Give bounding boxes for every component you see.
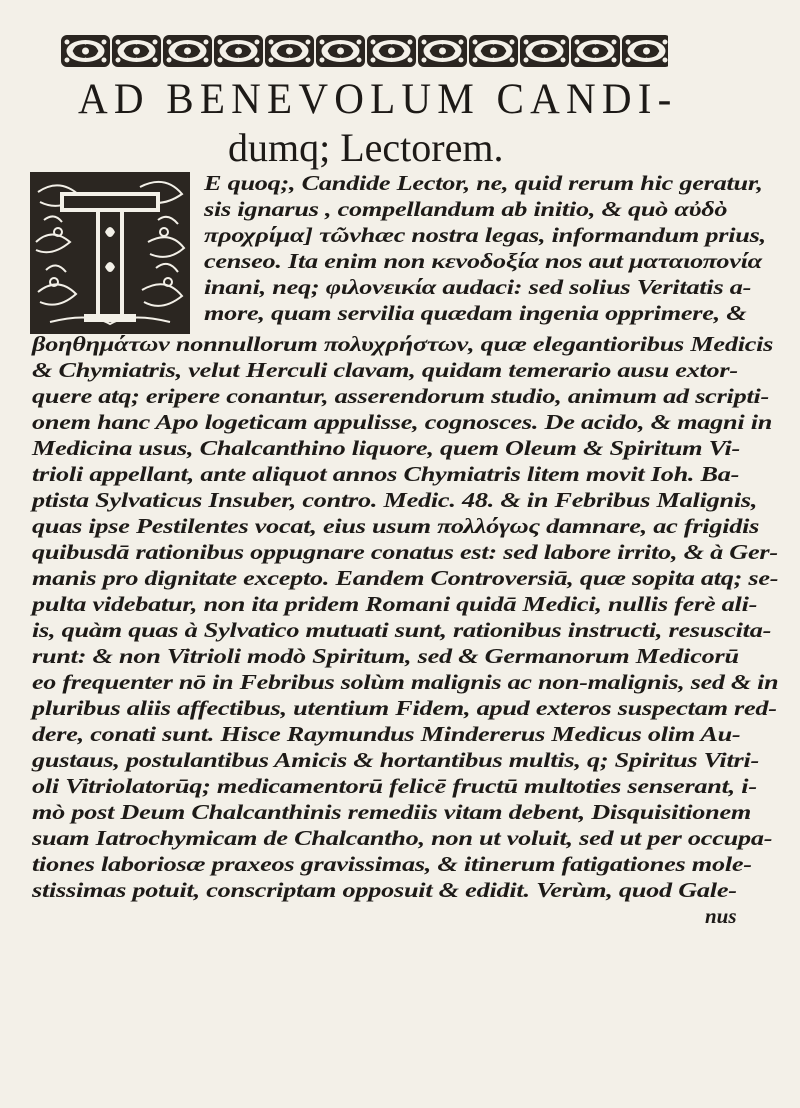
text-line: more, quam servilia quædam ingenia opprimere, & bbox=[204, 301, 747, 325]
text-line: trioli appellant, ante aliquot annos Chymiatris litem movit Ioh. Ba- bbox=[32, 462, 740, 486]
text-line: pluribus aliis affectibus, utentium Fidem, apud exteros suspectam red- bbox=[32, 696, 777, 720]
text-line: runt: & non Vitrioli modò Spiritum, sed & Germanorum Medicorū bbox=[32, 644, 739, 668]
page-heading: AD BENEVOLUM CANDI- bbox=[78, 76, 678, 123]
text-line: quibusdā rationibus oppugnare conatus est: sed labore irrito, & à Ger- bbox=[32, 540, 778, 564]
text-line: sis ignarus , compellandum ab initio, & quò αὐδὸ bbox=[204, 197, 728, 221]
text-line: censeo. Ita enim non κενοδοξία nos aut ματαιοπονία bbox=[204, 249, 762, 273]
text-line: suam Iatrochymicam de Chalcantho, non ut voluit, sed ut per occupa- bbox=[32, 826, 773, 850]
text-line: gustaus, postulantibus Amicis & hortantibus multis, q; Spiritus Vitri- bbox=[32, 748, 760, 772]
text-line: E quoq;, Candide Lector, ne, quid rerum hic geratur, bbox=[204, 171, 763, 195]
text-line: inani, neq; φιλονεικία audaci: sed solius Veritatis a- bbox=[204, 275, 752, 299]
text-line: stissimas potuit, conscriptam opposuit & edidit. Verùm, quod Gale- bbox=[32, 878, 737, 902]
text-line: tiones laboriosæ praxeos gravissimas, & itinerum fatigationes mole- bbox=[32, 852, 752, 876]
text-line: eo frequenter nō in Febribus solùm malignis ac non-malignis, sed & in bbox=[32, 670, 779, 694]
text-line: Medicina usus, Chalcanthino liquore, quem Oleum & Spiritum Vi- bbox=[32, 436, 741, 460]
text-line: onem hanc Apo logeticam appulisse, cognosces. De acido, & magni in bbox=[32, 410, 773, 434]
text-line: pulta videbatur, non ita pridem Romani quidā Medici, nullis ferè ali- bbox=[32, 592, 758, 616]
text-line: oli Vitriolatorūq; medicamentorū felicē fructū multoties senserant, i- bbox=[32, 774, 757, 798]
text-line: ptista Sylvaticus Insuber, contro. Medic. 48. & in Febribus Malignis, bbox=[32, 488, 758, 512]
text-line: dere, conati sunt. Hisce Raymundus Mindererus Medicus olim Au- bbox=[32, 722, 741, 746]
text-line: manis pro dignitate excepto. Eandem Controversiā, quæ sopita atq; se- bbox=[32, 566, 779, 590]
text-line: quas ipse Pestilentes vocat, eius usum πολλόγως damnare, ac frigidis bbox=[32, 514, 760, 538]
text-line: quere atq; eripere conantur, asserendorum studio, animum ad scripti- bbox=[32, 384, 770, 408]
page-subheading: dumq; Lectorem. bbox=[228, 125, 504, 170]
catchword: nus bbox=[705, 904, 737, 928]
text-line: is, quàm quas à Sylvatico mutuati sunt, rationibus instructi, resuscita- bbox=[32, 618, 772, 642]
text-line: & Chymiatris, velut Herculi clavam, quidam temerario ausu extor- bbox=[32, 358, 738, 382]
text-line: βοηθημάτων nonnullorum πολυχρήστων, quæ elegantioribus Medicis bbox=[32, 332, 774, 356]
text-line: mò post Deum Chalcanthinis remediis vitam debent, Disquisitionem bbox=[32, 800, 752, 824]
text-line: προχρίμα] τῶνhæc nostra legas, informandum prius, bbox=[204, 223, 766, 247]
